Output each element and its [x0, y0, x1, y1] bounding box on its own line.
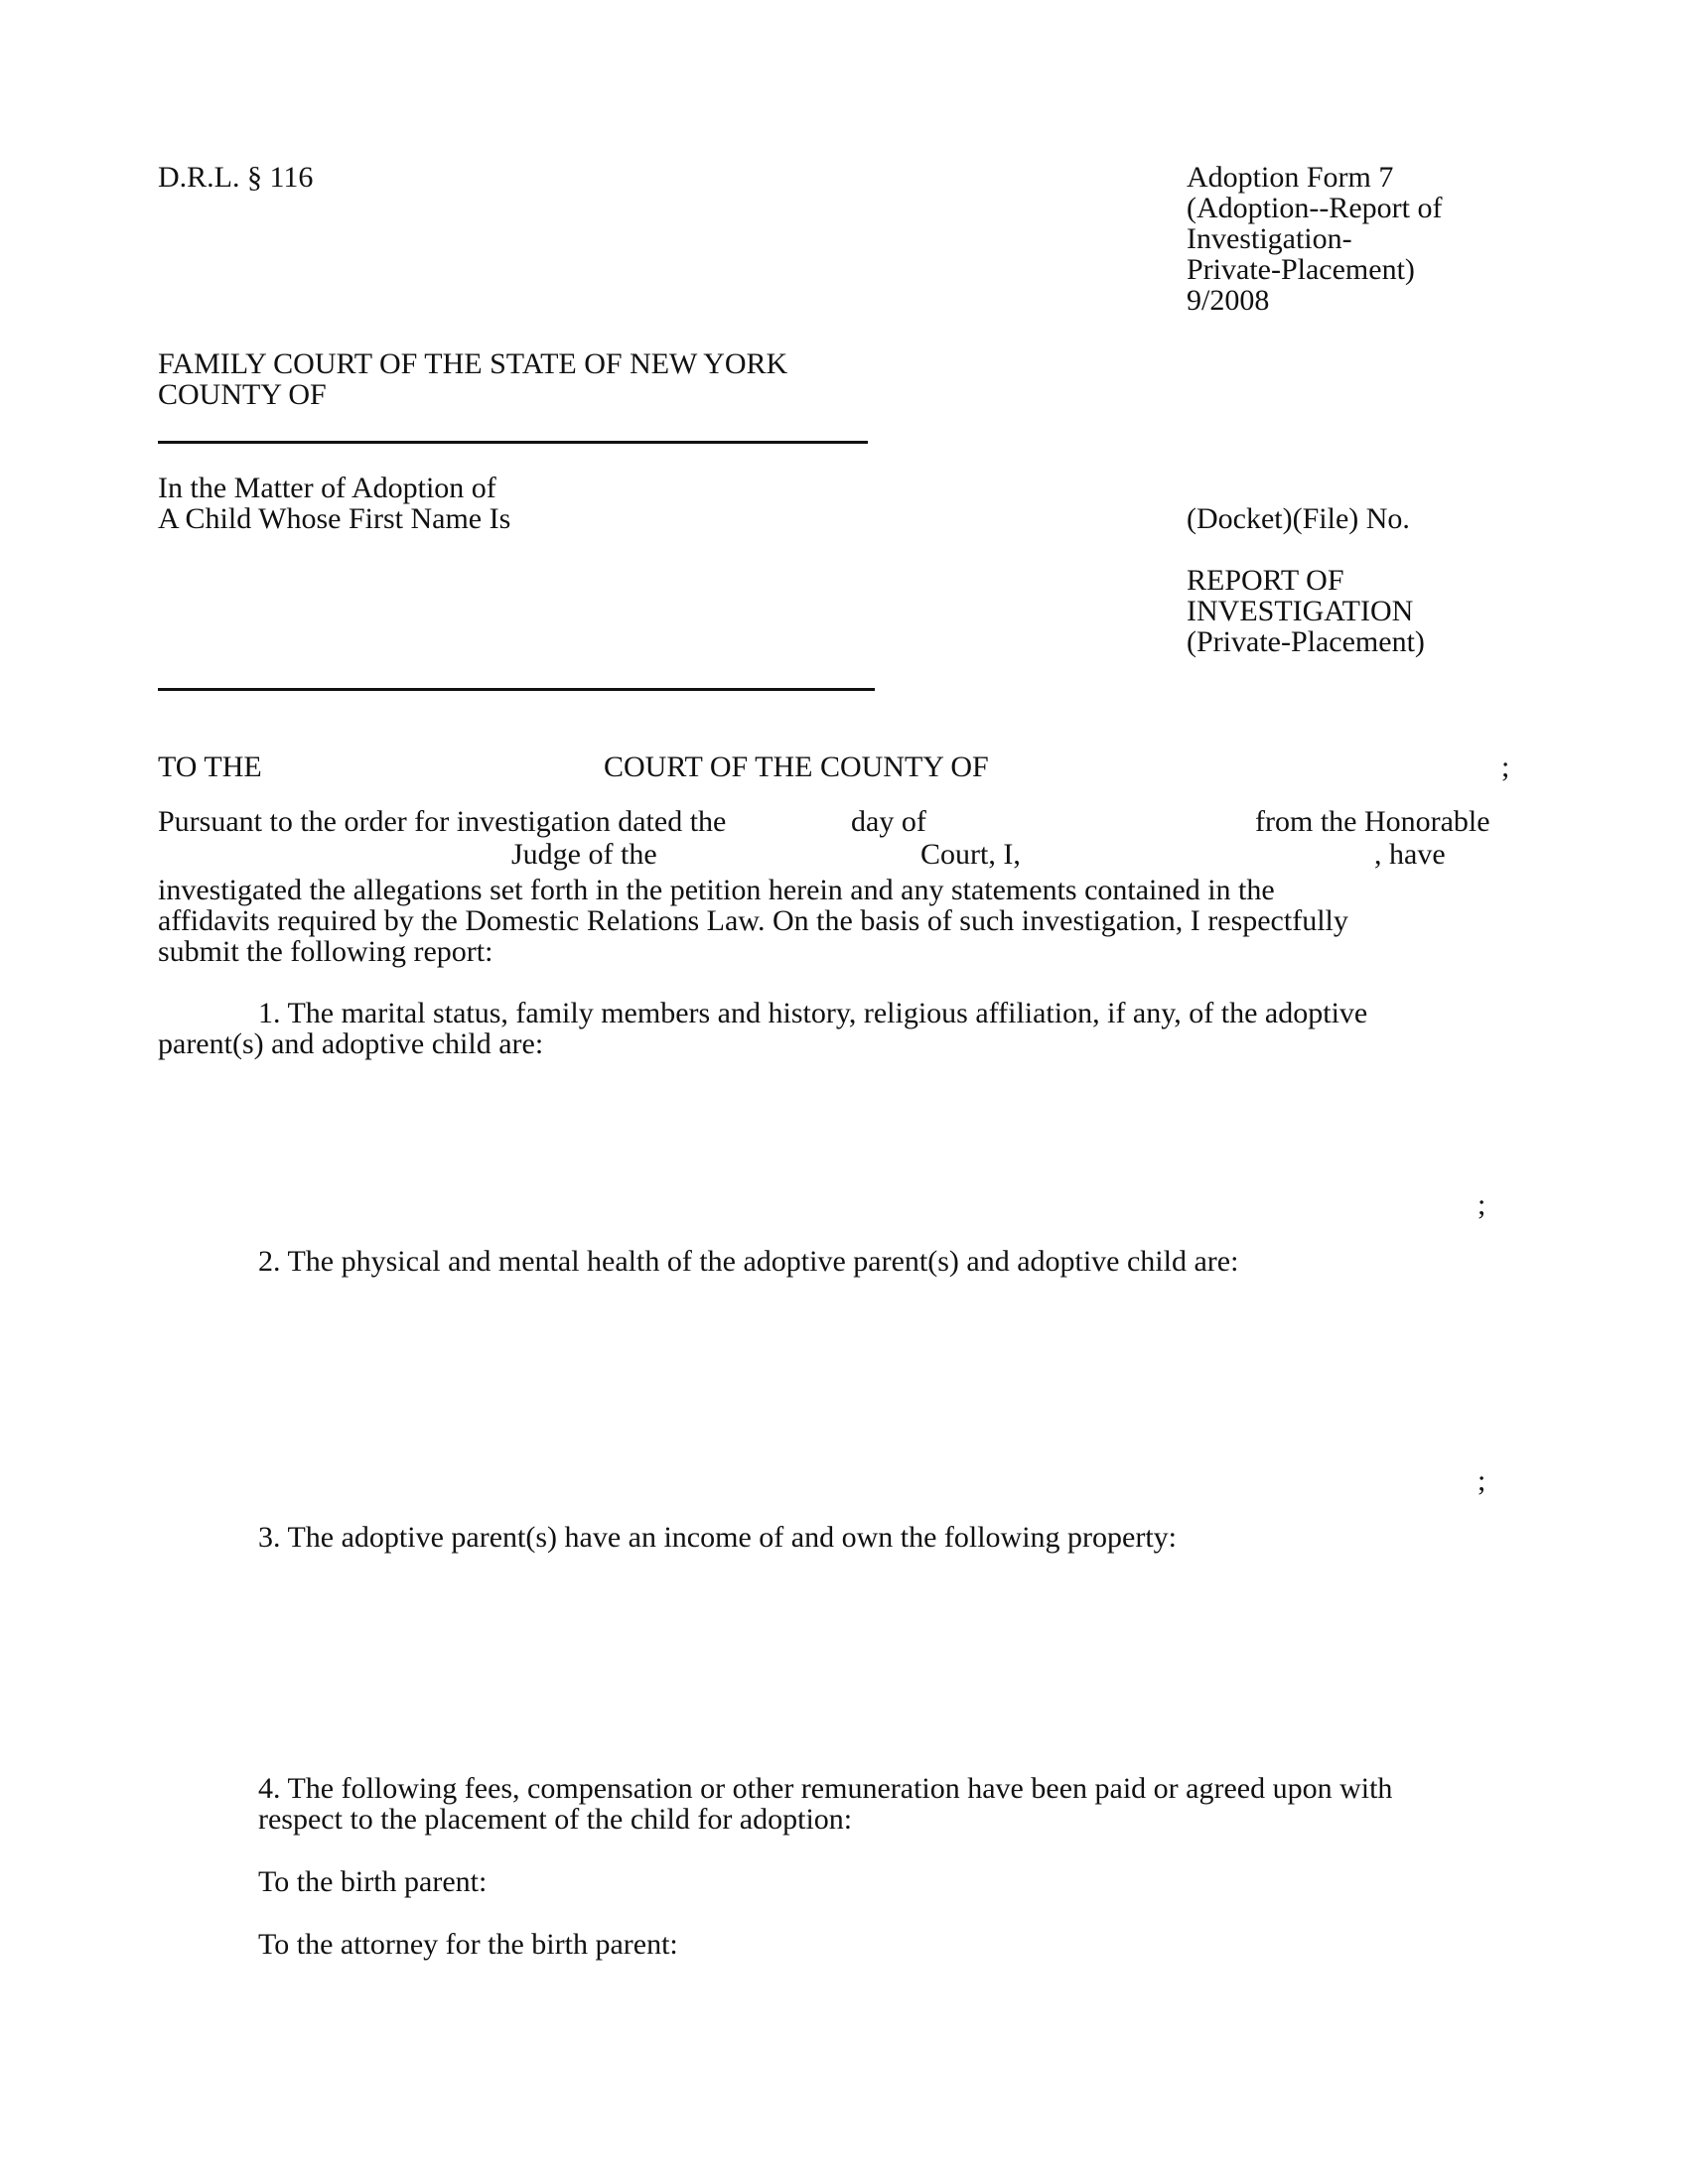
document-title-3: (Private-Placement) [1187, 625, 1425, 658]
court-name: FAMILY COURT OF THE STATE OF NEW YORK [158, 347, 788, 380]
item-4-line-2: respect to the placement of the child for adoption: [258, 1803, 853, 1836]
court-county: COUNTY OF [158, 378, 327, 411]
statute-reference: D.R.L. § 116 [158, 161, 314, 194]
item-1-line-2: parent(s) and adoptive child are: [158, 1027, 544, 1060]
form-date: 9/2008 [1187, 284, 1270, 317]
document-title-1: REPORT OF [1187, 564, 1344, 597]
form-description-2: Investigation- [1187, 222, 1352, 255]
item-2-text: 2. The physical and mental health of the adoptive parent(s) and adoptive child are: [258, 1245, 1239, 1278]
document-title-2: INVESTIGATION [1187, 595, 1414, 627]
intro-judge-of-the: Judge of the [511, 838, 657, 871]
item-4-line-1: 4. The following fees, compensation or other remuneration have been paid or agreed upon with [258, 1772, 1393, 1805]
form-description-1: (Adoption--Report of [1187, 192, 1443, 224]
intro-court-i: Court, I, [920, 838, 1021, 871]
to-attorney-label: To the attorney for the birth parent: [258, 1928, 678, 1961]
item-2-semicolon: ; [1477, 1464, 1486, 1497]
form-description-3: Private-Placement) [1187, 253, 1415, 286]
court-of-county-label: COURT OF THE COUNTY OF [604, 751, 989, 783]
intro-have: , have [1374, 838, 1446, 871]
intro-day-of: day of [851, 805, 926, 838]
caption-top-rule [158, 441, 868, 444]
caption-matter: In the Matter of Adoption of [158, 472, 496, 504]
caption-bottom-rule [158, 688, 875, 691]
item-3-text: 3. The adoptive parent(s) have an income of and own the following property: [258, 1521, 1178, 1554]
intro-pursuant: Pursuant to the order for investigation dated the [158, 805, 727, 838]
caption-child: A Child Whose First Name Is [158, 502, 511, 535]
item-1-semicolon: ; [1477, 1188, 1486, 1221]
intro-from-honorable: from the Honorable [1255, 805, 1490, 838]
to-the-label: TO THE [158, 751, 262, 783]
intro-line-3: investigated the allegations set forth in the petition herein and any statements contained in the [158, 874, 1275, 906]
form-number: Adoption Form 7 [1187, 161, 1394, 194]
to-birth-parent-label: To the birth parent: [258, 1865, 488, 1898]
docket-number-label: (Docket)(File) No. [1187, 502, 1410, 535]
item-1-line-1: 1. The marital status, family members and history, religious affiliation, if any, of the adoptive [258, 997, 1368, 1029]
intro-line-4: affidavits required by the Domestic Relations Law. On the basis of such investigation, I respectfully [158, 904, 1348, 937]
intro-line-5: submit the following report: [158, 935, 493, 968]
address-semicolon: ; [1501, 751, 1510, 783]
